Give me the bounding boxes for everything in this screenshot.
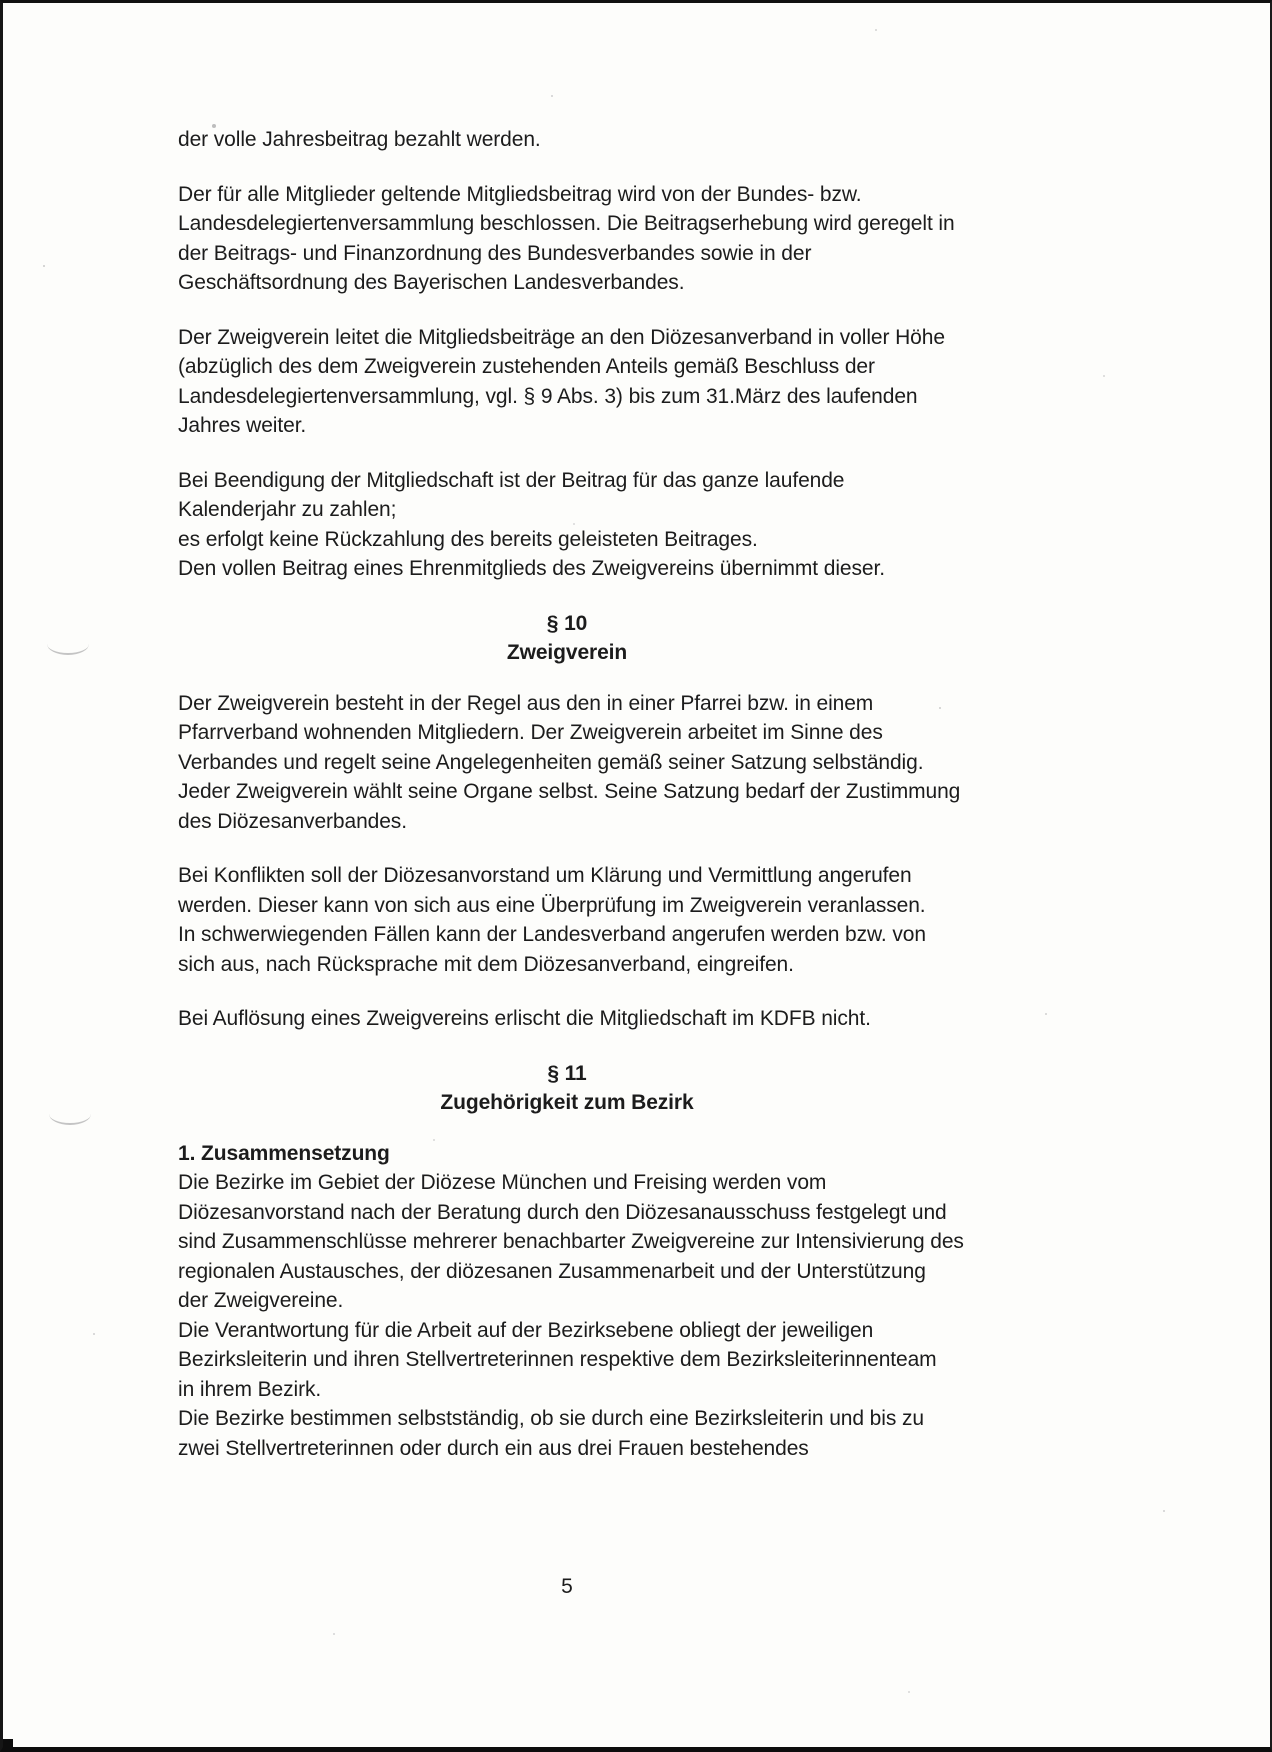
text-line: Bei Beendigung der Mitgliedschaft ist der Beitrag für das ganze laufende [178, 468, 845, 492]
subsection-title: 1. Zusammensetzung [178, 1141, 390, 1165]
page-number: 5 [561, 1575, 573, 1598]
text-line: der Beitrags- und Finanzordnung des Bundesverbandes sowie in der [178, 241, 812, 265]
scan-frame-corner-artifact [3, 1739, 13, 1747]
text-line: der volle Jahresbeitrag bezahlt werden. [178, 128, 541, 151]
text-line: Der für alle Mitglieder geltende Mitgliedsbeitrag wird von der Bundes- bzw. [178, 182, 862, 206]
paragraph [178, 861, 956, 979]
paragraph [178, 323, 956, 441]
heading-line: Zugehörigkeit zum Bezirk [440, 1091, 694, 1114]
text-line: sich aus, nach Rücksprache mit dem Diözesanverband, eingreifen. [178, 952, 794, 976]
paragraph [178, 689, 961, 837]
text-line: Bezirksleiterin und ihren Stellvertreterinnen respektive dem Bezirksleiterinnenteam [178, 1348, 937, 1371]
heading-line: § 10 [546, 611, 588, 635]
hole-punch-shadow-lower [49, 1103, 91, 1125]
text-line: (abzüglich des dem Zweigverein zustehenden Anteils gemäß Beschluss der [178, 355, 875, 378]
text-line: Kalenderjahr zu zahlen; [178, 498, 397, 521]
paragraph [178, 1004, 956, 1034]
hole-punch-shadow-upper [47, 633, 89, 655]
text-line: es erfolgt keine Rückzahlung des bereits geleisteten Beitrages. [178, 527, 758, 551]
text-line: werden. Dieser kann von sich aus eine Überprüfung im Zweigverein veranlassen. [178, 893, 926, 917]
text-line: in ihrem Bezirk. [178, 1377, 322, 1401]
text-line: Der Zweigverein leitet die Mitgliedsbeiträge an den Diözesanverband in voller Höhe [178, 325, 945, 349]
text-line: des Diözesanverbandes. [178, 809, 407, 833]
heading-line: § 11 [547, 1061, 587, 1085]
text-line: Der Zweigverein besteht in der Regel aus den in einer Pfarrei bzw. in einem [178, 691, 874, 715]
paragraph [178, 125, 956, 155]
paragraph [178, 180, 956, 298]
text-line: Den vollen Beitrag eines Ehrenmitglieds des Zweigvereins übernimmt dieser. [178, 557, 885, 580]
scan-noise-speckles [3, 3, 5, 5]
text-line: Diözesanvorstand nach der Beratung durch den Diözesanausschuss festgelegt und [178, 1200, 947, 1224]
text-line: Die Bezirke bestimmen selbstständig, ob sie durch eine Bezirksleiterin und bis zu [178, 1407, 924, 1430]
section-heading [178, 609, 956, 668]
text-line: Jeder Zweigverein wählt seine Organe selbst. Seine Satzung bedarf der Zustimmung [178, 780, 961, 803]
section-heading [178, 1059, 956, 1118]
text-line: Die Bezirke im Gebiet der Diözese München und Freising werden vom [178, 1171, 827, 1194]
paragraph [178, 1139, 964, 1464]
text-line: Landesdelegiertenversammlung, vgl. § 9 Abs. 3) bis zum 31.März des laufenden [178, 384, 918, 408]
text-line: Bei Konflikten soll der Diözesanvorstand um Klärung und Vermittlung angerufen [178, 864, 912, 887]
text-line: Verbandes und regelt seine Angelegenheiten gemäß seiner Satzung selbständig. [178, 750, 924, 774]
text-line: In schwerwiegenden Fällen kann der Landesverband angerufen werden bzw. von [178, 923, 926, 946]
paragraph [178, 466, 956, 584]
text-line: Bei Auflösung eines Zweigvereins erlischt die Mitgliedschaft im KDFB nicht. [178, 1007, 871, 1030]
document-content [178, 125, 964, 1488]
text-line: Pfarrverband wohnenden Mitgliedern. Der Zweigverein arbeitet im Sinne des [178, 721, 883, 744]
text-line: Landesdelegiertenversammlung beschlossen. Die Beitragserhebung wird geregelt in [178, 212, 955, 235]
text-line: sind Zusammenschlüsse mehrerer benachbarter Zweigvereine zur Intensivierung des [178, 1230, 964, 1253]
heading-line: Zweigverein [506, 641, 628, 664]
text-line: Die Verantwortung für die Arbeit auf der Bezirksebene obliegt der jeweiligen [178, 1318, 874, 1342]
text-line: zwei Stellvertreterinnen oder durch ein aus drei Frauen bestehendes [178, 1436, 809, 1460]
text-line: der Zweigvereine. [178, 1289, 344, 1312]
text-line: Jahres weiter. [178, 414, 307, 437]
text-line: Geschäftsordnung des Bayerischen Landesverbandes. [178, 271, 685, 294]
text-line: regionalen Austausches, der diözesanen Zusammenarbeit und der Unterstützung [178, 1259, 926, 1283]
